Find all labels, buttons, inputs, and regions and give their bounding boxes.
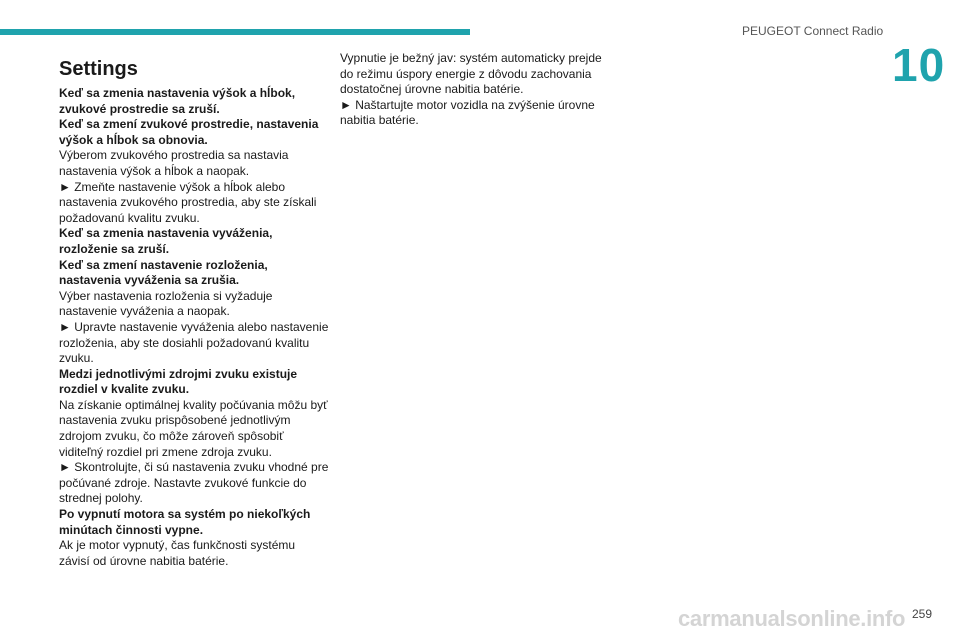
page-number: 259 — [912, 607, 933, 621]
header-title: PEUGEOT Connect Radio — [742, 24, 884, 38]
paragraph: Výberom zvukového prostredia sa nastavia nastavenia výšok a hĺbok a naopak. — [59, 148, 289, 178]
paragraph: Medzi jednotlivými zdrojmi zvuku existuje rozdiel v kvalite zvuku. — [59, 366, 298, 397]
paragraph: Na získanie optimálnej kvality počúvania môžu byť nastavenia zvuku prispôsobené jednotlivým zdrojom zvuku, čo môže zároveň spôsobiť viditeľný rozdiel pri zmene zdroja zvuku. — [59, 397, 328, 459]
right-column — [340, 51, 615, 129]
header-accent-bar — [0, 29, 470, 35]
paragraph: Výber nastavenia rozloženia si vyžaduje nastavenie vyváženia a naopak. — [59, 288, 273, 319]
instruction-step: ► Zmeňte nastavenie výšok a hĺbok alebo nastavenia zvukového prostredia, aby ste získali požadovanú kvalitu zvuku. — [59, 179, 317, 225]
chapter-number: 10 — [892, 39, 946, 91]
instruction-step: ► Upravte nastavenie vyváženia alebo nastavenie rozloženia, aby ste dosiahli požadovanú kvalitu zvuku. — [59, 319, 329, 366]
paragraph: Keď sa zmení zvukové prostredie, nastavenia výšok a hĺbok sa obnovia. — [59, 117, 319, 147]
paragraph: Po vypnutí motora sa systém po niekoľkých minútach činnosti vypne. — [59, 507, 311, 537]
left-column — [59, 58, 329, 569]
paragraph: Keď sa zmení nastavenie rozloženia, nastavenia vyváženia sa zrušia. — [59, 257, 268, 288]
paragraph: Vypnutie je bežný jav: systém automaticky prejde do režimu úspory energie z dôvodu zachovania dostatočnej úrovne nabitia batérie. — [340, 51, 602, 97]
instruction-step: ► Skontrolujte, či sú nastavenia zvuku vhodné pre počúvané zdroje. Nastavte zvukové funkcie do strednej polohy. — [59, 460, 329, 506]
paragraph: Ak je motor vypnutý, čas funkčnosti systému závisí od úrovne nabitia batérie. — [59, 538, 296, 568]
instruction-step: ► Naštartujte motor vozidla na zvýšenie úrovne nabitia batérie. — [340, 97, 595, 128]
section-title: Settings — [59, 58, 138, 80]
paragraph: Keď sa zmenia nastavenia výšok a hĺbok, zvukové prostredie sa zruší. — [59, 86, 296, 116]
watermark: carmanualsonline.info — [678, 606, 906, 631]
paragraph: Keď sa zmenia nastavenia vyváženia, rozloženie sa zruší. — [59, 226, 273, 256]
